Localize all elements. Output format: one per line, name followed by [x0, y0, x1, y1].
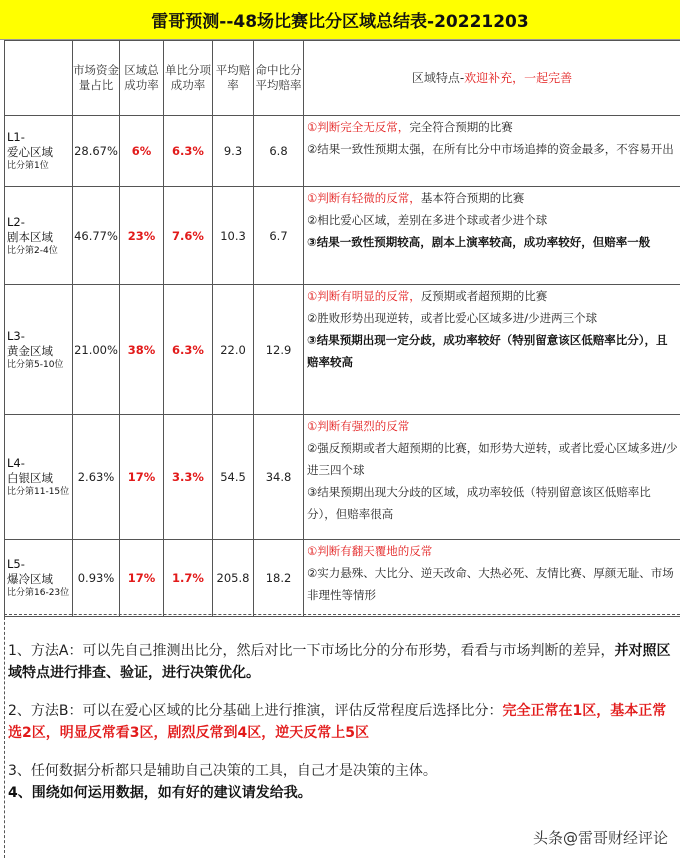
- notes-divider: [4, 614, 680, 615]
- feature-point-1-lead: ①判断有轻微的反常，: [307, 191, 421, 205]
- features-cell: [304, 415, 680, 540]
- zone-code: L2-: [7, 214, 25, 229]
- feature-point-1: 基本符合预期的比赛: [420, 191, 525, 205]
- note-2-text: 2、方法B：可以在爱心区域的比分基础上进行推演，评估反常程度后选择比分：: [8, 703, 503, 719]
- feature-point-3: ③结果一致性预期较高，剧本上演率较高，成功率较好，但赔率一般: [307, 235, 651, 249]
- market-share-cell: 21.00%: [73, 285, 120, 415]
- avg-odds-cell: 22.0: [213, 285, 254, 415]
- zone-code: L5-: [7, 557, 25, 571]
- features-cell: [304, 116, 680, 187]
- zone-rank: 比分第2-4位: [7, 245, 58, 256]
- watermark: 头条@雷哥财经评论: [532, 829, 668, 847]
- avg-odds-cell: 205.8: [213, 540, 254, 617]
- features-cell: [304, 540, 680, 617]
- features-cell: [304, 285, 680, 415]
- hit-avg-odds-cell: 12.9: [254, 285, 304, 415]
- zone-success-cell: 17%: [120, 415, 164, 540]
- zone-name: 白银区域: [7, 471, 53, 485]
- market-share-cell: 46.77%: [73, 187, 120, 285]
- zone-rank: 比分第1位: [7, 161, 49, 171]
- market-share-cell: 0.93%: [73, 540, 120, 617]
- zone-success-cell: 23%: [120, 187, 164, 285]
- note-1-emphasis: 并对照区域特点进行排查、验证，进行决策优化。: [8, 643, 671, 681]
- table-row: [5, 116, 680, 187]
- feature-point-2: ②结果一致性预期太强，在所有比分中市场追捧的资金最多，不容易开出: [307, 142, 674, 156]
- notes-section: [8, 640, 676, 804]
- zone-name: 剧本区域: [7, 229, 53, 244]
- zone-rank: 比分第5-10位: [7, 359, 64, 370]
- header-avg-odds: 平均赔率: [213, 41, 254, 116]
- feature-point-1-lead: ①判断完全无反常，: [307, 120, 410, 134]
- zone-cell: [5, 285, 73, 415]
- feature-point-2: ②强反预期或者大超预期的比赛，如形势大逆转，或者比爱心区域多进/少进三四个球: [307, 441, 678, 477]
- note-1: [8, 640, 676, 684]
- header-features: [304, 41, 680, 116]
- zone-code: L4-: [7, 456, 25, 470]
- feature-point-1-lead: ①判断有翻天覆地的反常: [307, 544, 433, 558]
- avg-odds-cell: 9.3: [213, 116, 254, 187]
- table-row: [5, 415, 680, 540]
- note-2-emphasis: 完全正常在1区，基本正常选2区，明显反常看3区，剧烈反常到4区，逆天反常上5区: [8, 703, 667, 741]
- features-note: 欢迎补充，一起完善: [464, 70, 573, 85]
- notes-left-border: [4, 612, 5, 858]
- hit-avg-odds-cell: 6.8: [254, 116, 304, 187]
- zone-success-cell: 17%: [120, 540, 164, 617]
- hit-avg-odds-cell: 34.8: [254, 415, 304, 540]
- hit-avg-odds-cell: 18.2: [254, 540, 304, 617]
- note-3: 3、任何数据分析都只是辅助自己决策的工具，自己才是决策的主体。: [8, 763, 437, 779]
- header-market-share: 市场资金量占比: [73, 41, 120, 116]
- header-zone: [5, 41, 73, 116]
- zone-success-cell: 6%: [120, 116, 164, 187]
- summary-table: [4, 40, 680, 617]
- market-share-cell: 2.63%: [73, 415, 120, 540]
- single-success-cell: 6.3%: [164, 285, 213, 415]
- page-title: 雷哥预测--48场比赛比分区域总结表-20221203: [0, 0, 680, 40]
- note-2: [8, 700, 676, 744]
- table-row: [5, 285, 680, 415]
- feature-point-2: ②胜败形势出现逆转，或者比爱心区域多进/少进两三个球: [307, 311, 598, 325]
- header-zone-success: 区域总成功率: [120, 41, 164, 116]
- feature-point-1-lead: ①判断有明显的反常，: [307, 289, 421, 303]
- note-1-text: 1、方法A：可以先自己推测出比分，然后对比一下市场比分的分布形势，看看与市场判断的差异，: [8, 643, 615, 659]
- zone-rank: 比分第16-23位: [7, 588, 70, 598]
- zone-cell: [5, 415, 73, 540]
- table-row: [5, 187, 680, 285]
- zone-cell: [5, 187, 73, 285]
- zone-name: 爱心区域: [7, 145, 53, 159]
- header-single-success: 单比分项成功率: [164, 41, 213, 116]
- features-cell: [304, 187, 680, 285]
- table-header-row: [5, 41, 680, 116]
- single-success-cell: 1.7%: [164, 540, 213, 617]
- zone-code: L3-: [7, 328, 25, 343]
- single-success-cell: 6.3%: [164, 116, 213, 187]
- features-label: 区域特点-: [411, 70, 465, 85]
- feature-point-3: ③结果预期出现大分歧的区域，成功率较低（特别留意该区低赔率比分），但赔率很高: [307, 485, 651, 521]
- feature-point-2: ②相比爱心区域，差别在多进个球或者少进个球: [307, 213, 548, 227]
- zone-rank: 比分第11-15位: [7, 487, 70, 497]
- feature-point-3: ③结果预期出现一定分歧，成功率较好（特别留意该区低赔率比分），且赔率较高: [307, 333, 668, 369]
- feature-point-1-lead: ①判断有强烈的反常: [307, 419, 410, 433]
- single-success-cell: 3.3%: [164, 415, 213, 540]
- feature-point-1: 完全符合预期的比赛: [409, 120, 513, 134]
- feature-point-1: 反预期或者超预期的比赛: [420, 289, 548, 303]
- avg-odds-cell: 10.3: [213, 187, 254, 285]
- market-share-cell: 28.67%: [73, 116, 120, 187]
- table-row: [5, 540, 680, 617]
- zone-name: 黄金区域: [7, 343, 53, 358]
- zone-success-cell: 38%: [120, 285, 164, 415]
- avg-odds-cell: 54.5: [213, 415, 254, 540]
- header-hit-avg-odds: 命中比分平均赔率: [254, 41, 304, 116]
- zone-name: 爆冷区域: [7, 572, 53, 586]
- zone-code: L1-: [7, 130, 25, 144]
- single-success-cell: 7.6%: [164, 187, 213, 285]
- note-4: 4、围绕如何运用数据，如有好的建议请发给我。: [8, 785, 312, 801]
- zone-cell: [5, 116, 73, 187]
- hit-avg-odds-cell: 6.7: [254, 187, 304, 285]
- zone-cell: [5, 540, 73, 617]
- feature-point-2: ②实力悬殊、大比分、逆天改命、大热必死、友情比赛、厚颜无耻、市场非理性等情形: [307, 566, 674, 602]
